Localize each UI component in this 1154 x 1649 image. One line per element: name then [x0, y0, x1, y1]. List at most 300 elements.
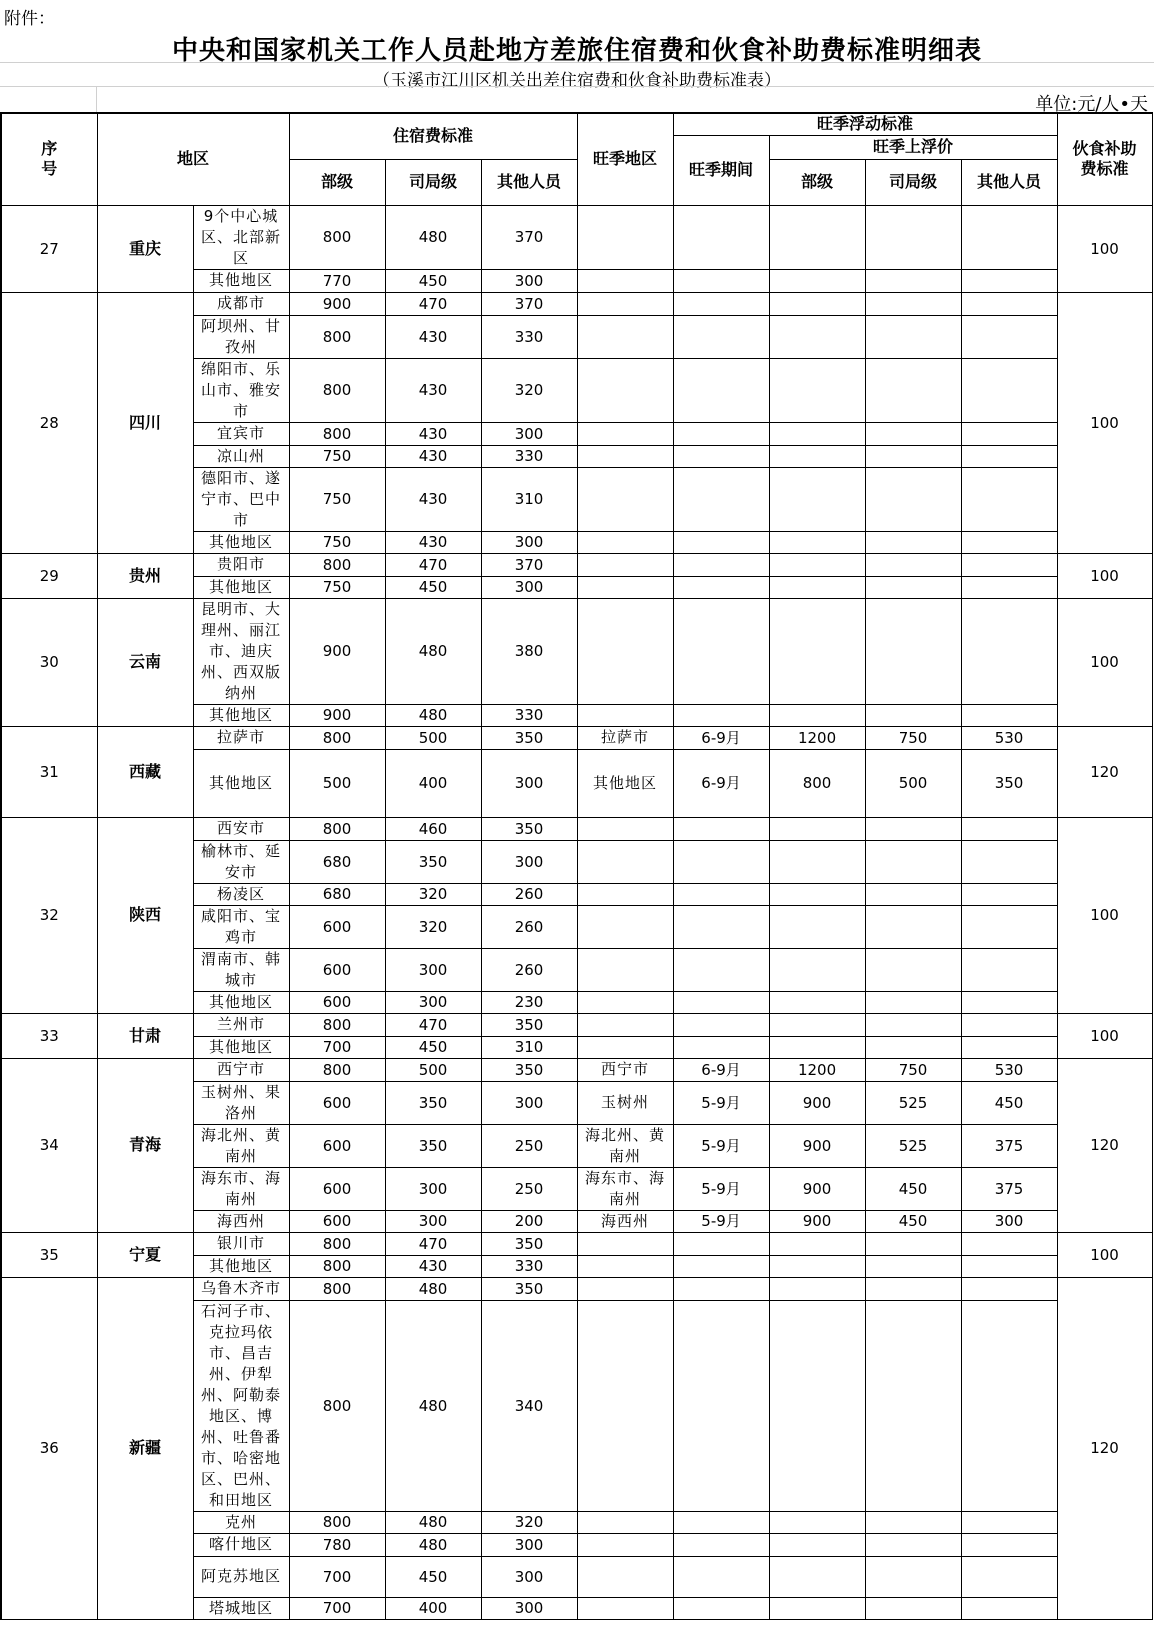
header-bureau: 司局级 — [385, 159, 481, 205]
peak-others-cell — [961, 205, 1057, 269]
peak-others-cell — [961, 1013, 1057, 1036]
peak-bureau-cell — [865, 905, 961, 948]
peak-minister-cell — [769, 358, 865, 422]
minister-rate-cell: 600 — [289, 1081, 385, 1124]
meal-cell: 100 — [1057, 553, 1152, 598]
area-cell: 银川市 — [193, 1232, 289, 1255]
peak-period-cell — [673, 1255, 769, 1277]
bureau-rate-cell: 480 — [385, 1277, 481, 1300]
bureau-rate-cell: 430 — [385, 1255, 481, 1277]
minister-rate-cell: 800 — [289, 1511, 385, 1533]
peak-minister-cell — [769, 315, 865, 358]
peak-region-cell — [577, 292, 673, 315]
peak-others-cell: 530 — [961, 726, 1057, 749]
peak-minister-cell — [769, 1013, 865, 1036]
area-cell: 昆明市、大理州、丽江市、迪庆州、西双版纳州 — [193, 598, 289, 704]
unit-label: 单位:元/人•天 — [1035, 94, 1148, 115]
sheet-gridline — [0, 62, 1154, 63]
meal-cell: 100 — [1057, 205, 1152, 292]
peak-minister-cell: 1200 — [769, 1058, 865, 1081]
peak-period-cell — [673, 1232, 769, 1255]
area-cell: 海北州、黄南州 — [193, 1124, 289, 1167]
peak-minister-cell — [769, 467, 865, 531]
others-rate-cell: 330 — [481, 1255, 577, 1277]
others-rate-cell: 300 — [481, 749, 577, 817]
peak-minister-cell: 900 — [769, 1081, 865, 1124]
peak-minister-cell — [769, 1232, 865, 1255]
area-cell: 其他地区 — [193, 991, 289, 1013]
peak-period-cell — [673, 358, 769, 422]
peak-minister-cell — [769, 704, 865, 726]
table-body — [1, 205, 1152, 1619]
others-rate-cell: 380 — [481, 598, 577, 704]
peak-bureau-cell: 525 — [865, 1124, 961, 1167]
others-rate-cell: 300 — [481, 1081, 577, 1124]
area-cell: 玉树州、果洛州 — [193, 1081, 289, 1124]
area-cell: 喀什地区 — [193, 1533, 289, 1556]
peak-region-cell — [577, 445, 673, 467]
seq-cell: 27 — [1, 205, 97, 292]
peak-bureau-cell — [865, 205, 961, 269]
peak-others-cell — [961, 422, 1057, 445]
peak-bureau-cell — [865, 553, 961, 576]
peak-bureau-cell — [865, 467, 961, 531]
minister-rate-cell: 750 — [289, 445, 385, 467]
others-rate-cell: 310 — [481, 1036, 577, 1058]
meal-cell: 120 — [1057, 1058, 1152, 1232]
bureau-rate-cell: 430 — [385, 531, 481, 553]
peak-minister-cell — [769, 948, 865, 991]
peak-bureau-cell — [865, 315, 961, 358]
area-cell: 石河子市、克拉玛依市、昌吉州、伊犁州、阿勒泰地区、博州、吐鲁番市、哈密地区、巴州、和田地区 — [193, 1300, 289, 1511]
minister-rate-cell: 800 — [289, 205, 385, 269]
area-cell: 成都市 — [193, 292, 289, 315]
peak-bureau-cell — [865, 576, 961, 598]
others-rate-cell: 300 — [481, 576, 577, 598]
area-cell: 其他地区 — [193, 1036, 289, 1058]
peak-others-cell — [961, 292, 1057, 315]
peak-others-cell — [961, 598, 1057, 704]
peak-bureau-cell — [865, 840, 961, 883]
header-others: 其他人员 — [481, 159, 577, 205]
peak-region-cell — [577, 817, 673, 840]
bureau-rate-cell: 480 — [385, 598, 481, 704]
others-rate-cell: 350 — [481, 1058, 577, 1081]
peak-minister-cell — [769, 531, 865, 553]
peak-region-cell — [577, 1255, 673, 1277]
peak-bureau-cell — [865, 991, 961, 1013]
others-rate-cell: 310 — [481, 467, 577, 531]
bureau-rate-cell: 350 — [385, 1081, 481, 1124]
peak-others-cell — [961, 358, 1057, 422]
peak-minister-cell: 1200 — [769, 726, 865, 749]
peak-region-cell — [577, 1277, 673, 1300]
minister-rate-cell: 750 — [289, 531, 385, 553]
peak-region-cell — [577, 315, 673, 358]
bureau-rate-cell: 470 — [385, 1013, 481, 1036]
province-cell: 青海 — [97, 1058, 193, 1232]
peak-region-cell — [577, 1036, 673, 1058]
peak-bureau-cell — [865, 1597, 961, 1619]
sheet-gridline — [0, 86, 1154, 87]
peak-minister-cell — [769, 840, 865, 883]
table-row — [1, 817, 1152, 840]
meal-cell: 100 — [1057, 598, 1152, 726]
peak-others-cell — [961, 531, 1057, 553]
others-rate-cell: 300 — [481, 422, 577, 445]
peak-minister-cell — [769, 1511, 865, 1533]
peak-region-cell — [577, 1556, 673, 1597]
area-cell: 榆林市、延安市 — [193, 840, 289, 883]
bureau-rate-cell: 430 — [385, 467, 481, 531]
area-cell: 塔城地区 — [193, 1597, 289, 1619]
peak-others-cell — [961, 576, 1057, 598]
peak-bureau-cell — [865, 358, 961, 422]
bureau-rate-cell: 350 — [385, 1124, 481, 1167]
seq-cell: 32 — [1, 817, 97, 1013]
peak-bureau-cell — [865, 269, 961, 292]
minister-rate-cell: 700 — [289, 1036, 385, 1058]
peak-minister-cell — [769, 1597, 865, 1619]
peak-bureau-cell — [865, 445, 961, 467]
minister-rate-cell: 680 — [289, 840, 385, 883]
peak-minister-cell — [769, 445, 865, 467]
others-rate-cell: 300 — [481, 840, 577, 883]
peak-minister-cell — [769, 1533, 865, 1556]
peak-region-cell — [577, 553, 673, 576]
header-peak-raise: 旺季上浮价 — [769, 135, 1057, 159]
header-peak-region: 旺季地区 — [577, 113, 673, 205]
peak-others-cell — [961, 1277, 1057, 1300]
minister-rate-cell: 800 — [289, 726, 385, 749]
peak-region-cell: 西宁市 — [577, 1058, 673, 1081]
peak-period-cell — [673, 1597, 769, 1619]
others-rate-cell: 370 — [481, 205, 577, 269]
peak-others-cell — [961, 991, 1057, 1013]
others-rate-cell: 330 — [481, 445, 577, 467]
province-cell: 重庆 — [97, 205, 193, 292]
peak-minister-cell — [769, 1036, 865, 1058]
peak-others-cell — [961, 445, 1057, 467]
others-rate-cell: 260 — [481, 883, 577, 905]
peak-minister-cell: 800 — [769, 749, 865, 817]
peak-minister-cell — [769, 292, 865, 315]
header-lodging: 住宿费标准 — [289, 113, 577, 159]
header-seq: 序 号 — [1, 113, 97, 205]
header-region: 地区 — [97, 113, 289, 205]
peak-others-cell — [961, 948, 1057, 991]
area-cell: 海西州 — [193, 1210, 289, 1232]
area-cell: 阿克苏地区 — [193, 1556, 289, 1597]
peak-bureau-cell — [865, 1013, 961, 1036]
peak-period-cell — [673, 905, 769, 948]
peak-period-cell — [673, 1277, 769, 1300]
peak-bureau-cell: 450 — [865, 1210, 961, 1232]
minister-rate-cell: 900 — [289, 704, 385, 726]
area-cell: 宜宾市 — [193, 422, 289, 445]
peak-bureau-cell — [865, 531, 961, 553]
bureau-rate-cell: 470 — [385, 1232, 481, 1255]
bureau-rate-cell: 430 — [385, 422, 481, 445]
minister-rate-cell: 800 — [289, 1255, 385, 1277]
province-cell: 云南 — [97, 598, 193, 726]
minister-rate-cell: 800 — [289, 358, 385, 422]
peak-period-cell — [673, 991, 769, 1013]
peak-minister-cell — [769, 1556, 865, 1597]
others-rate-cell: 250 — [481, 1124, 577, 1167]
peak-minister-cell — [769, 576, 865, 598]
peak-others-cell — [961, 883, 1057, 905]
peak-others-cell — [961, 467, 1057, 531]
peak-minister-cell — [769, 269, 865, 292]
bureau-rate-cell: 320 — [385, 883, 481, 905]
bureau-rate-cell: 480 — [385, 205, 481, 269]
peak-period-cell: 5-9月 — [673, 1167, 769, 1210]
bureau-rate-cell: 430 — [385, 315, 481, 358]
minister-rate-cell: 600 — [289, 1210, 385, 1232]
others-rate-cell: 260 — [481, 905, 577, 948]
bureau-rate-cell: 480 — [385, 704, 481, 726]
peak-bureau-cell — [865, 1232, 961, 1255]
seq-cell: 31 — [1, 726, 97, 817]
area-cell: 德阳市、遂宁市、巴中市 — [193, 467, 289, 531]
area-cell: 杨凌区 — [193, 883, 289, 905]
province-cell: 陕西 — [97, 817, 193, 1013]
bureau-rate-cell: 400 — [385, 1597, 481, 1619]
peak-period-cell — [673, 576, 769, 598]
peak-bureau-cell — [865, 1255, 961, 1277]
minister-rate-cell: 800 — [289, 315, 385, 358]
peak-period-cell: 6-9月 — [673, 1058, 769, 1081]
peak-bureau-cell — [865, 948, 961, 991]
area-cell: 9个中心城区、北部新区 — [193, 205, 289, 269]
peak-minister-cell — [769, 817, 865, 840]
bureau-rate-cell: 480 — [385, 1511, 481, 1533]
table-row — [1, 1277, 1152, 1300]
peak-region-cell — [577, 205, 673, 269]
peak-others-cell — [961, 1300, 1057, 1511]
peak-region-cell — [577, 269, 673, 292]
peak-period-cell — [673, 1556, 769, 1597]
others-rate-cell: 330 — [481, 315, 577, 358]
peak-region-cell — [577, 991, 673, 1013]
meal-cell: 120 — [1057, 726, 1152, 817]
bureau-rate-cell: 400 — [385, 749, 481, 817]
area-cell: 兰州市 — [193, 1013, 289, 1036]
others-rate-cell: 300 — [481, 531, 577, 553]
peak-bureau-cell — [865, 1556, 961, 1597]
peak-region-cell — [577, 1597, 673, 1619]
bureau-rate-cell: 460 — [385, 817, 481, 840]
others-rate-cell: 300 — [481, 1556, 577, 1597]
seq-cell: 29 — [1, 553, 97, 598]
attachment-label: 附件： — [4, 9, 55, 29]
meal-cell: 120 — [1057, 1277, 1152, 1619]
peak-region-cell — [577, 358, 673, 422]
province-cell: 新疆 — [97, 1277, 193, 1619]
peak-period-cell — [673, 948, 769, 991]
peak-minister-cell — [769, 205, 865, 269]
peak-others-cell — [961, 905, 1057, 948]
peak-region-cell — [577, 883, 673, 905]
minister-rate-cell: 680 — [289, 883, 385, 905]
peak-period-cell — [673, 553, 769, 576]
peak-region-cell — [577, 1300, 673, 1511]
meal-cell: 100 — [1057, 292, 1152, 553]
table-row — [1, 553, 1152, 576]
peak-others-cell: 350 — [961, 749, 1057, 817]
seq-cell: 34 — [1, 1058, 97, 1232]
peak-period-cell — [673, 840, 769, 883]
peak-minister-cell: 900 — [769, 1124, 865, 1167]
peak-minister-cell — [769, 1300, 865, 1511]
province-cell: 贵州 — [97, 553, 193, 598]
peak-others-cell: 300 — [961, 1210, 1057, 1232]
province-cell: 宁夏 — [97, 1232, 193, 1277]
bureau-rate-cell: 500 — [385, 1058, 481, 1081]
peak-period-cell: 6-9月 — [673, 749, 769, 817]
others-rate-cell: 230 — [481, 991, 577, 1013]
peak-others-cell — [961, 840, 1057, 883]
area-cell: 其他地区 — [193, 704, 289, 726]
seq-cell: 33 — [1, 1013, 97, 1058]
peak-region-cell: 玉树州 — [577, 1081, 673, 1124]
minister-rate-cell: 800 — [289, 553, 385, 576]
minister-rate-cell: 750 — [289, 576, 385, 598]
peak-period-cell — [673, 1013, 769, 1036]
peak-region-cell: 其他地区 — [577, 749, 673, 817]
peak-bureau-cell — [865, 883, 961, 905]
seq-cell: 36 — [1, 1277, 97, 1619]
minister-rate-cell: 700 — [289, 1597, 385, 1619]
area-cell: 咸阳市、宝鸡市 — [193, 905, 289, 948]
minister-rate-cell: 800 — [289, 1277, 385, 1300]
peak-bureau-cell — [865, 598, 961, 704]
peak-region-cell — [577, 905, 673, 948]
others-rate-cell: 300 — [481, 1533, 577, 1556]
peak-others-cell — [961, 1255, 1057, 1277]
minister-rate-cell: 800 — [289, 1232, 385, 1255]
area-cell: 西宁市 — [193, 1058, 289, 1081]
header-minister: 部级 — [289, 159, 385, 205]
peak-period-cell: 5-9月 — [673, 1081, 769, 1124]
peak-bureau-cell — [865, 1277, 961, 1300]
area-cell: 其他地区 — [193, 269, 289, 292]
peak-region-cell — [577, 422, 673, 445]
meal-cell: 100 — [1057, 817, 1152, 1013]
others-rate-cell: 200 — [481, 1210, 577, 1232]
others-rate-cell: 350 — [481, 726, 577, 749]
peak-region-cell — [577, 1013, 673, 1036]
bureau-rate-cell: 480 — [385, 1300, 481, 1511]
peak-region-cell — [577, 704, 673, 726]
peak-period-cell: 5-9月 — [673, 1210, 769, 1232]
page-subtitle: （玉溪市江川区机关出差住宿费和伙食补助费标准表） — [373, 71, 781, 91]
others-rate-cell: 350 — [481, 817, 577, 840]
table-row — [1, 1058, 1152, 1081]
header-peak-minister: 部级 — [769, 159, 865, 205]
area-cell: 阿坝州、甘孜州 — [193, 315, 289, 358]
peak-period-cell — [673, 445, 769, 467]
others-rate-cell: 370 — [481, 553, 577, 576]
peak-period-cell — [673, 531, 769, 553]
peak-region-cell: 海西州 — [577, 1210, 673, 1232]
table-row — [1, 292, 1152, 315]
bureau-rate-cell: 300 — [385, 1167, 481, 1210]
bureau-rate-cell: 430 — [385, 358, 481, 422]
peak-period-cell — [673, 817, 769, 840]
province-cell: 西藏 — [97, 726, 193, 817]
peak-others-cell: 450 — [961, 1081, 1057, 1124]
peak-others-cell — [961, 1036, 1057, 1058]
header-peak-bureau: 司局级 — [865, 159, 961, 205]
peak-period-cell — [673, 1511, 769, 1533]
bureau-rate-cell: 300 — [385, 948, 481, 991]
bureau-rate-cell: 470 — [385, 553, 481, 576]
peak-period-cell — [673, 883, 769, 905]
minister-rate-cell: 800 — [289, 1300, 385, 1511]
peak-period-cell — [673, 292, 769, 315]
peak-period-cell — [673, 1036, 769, 1058]
peak-region-cell — [577, 948, 673, 991]
peak-minister-cell — [769, 553, 865, 576]
peak-bureau-cell — [865, 1511, 961, 1533]
peak-period-cell — [673, 598, 769, 704]
area-cell: 凉山州 — [193, 445, 289, 467]
minister-rate-cell: 800 — [289, 422, 385, 445]
area-cell: 其他地区 — [193, 1255, 289, 1277]
minister-rate-cell: 900 — [289, 292, 385, 315]
peak-minister-cell — [769, 991, 865, 1013]
peak-region-cell: 海东市、海南州 — [577, 1167, 673, 1210]
peak-bureau-cell — [865, 1300, 961, 1511]
meal-cell: 100 — [1057, 1013, 1152, 1058]
others-rate-cell: 320 — [481, 358, 577, 422]
peak-minister-cell — [769, 905, 865, 948]
others-rate-cell: 250 — [481, 1167, 577, 1210]
seq-cell: 30 — [1, 598, 97, 726]
minister-rate-cell: 800 — [289, 817, 385, 840]
minister-rate-cell: 600 — [289, 1124, 385, 1167]
minister-rate-cell: 600 — [289, 948, 385, 991]
peak-others-cell — [961, 1511, 1057, 1533]
bureau-rate-cell: 320 — [385, 905, 481, 948]
peak-minister-cell — [769, 1277, 865, 1300]
header-peak-others: 其他人员 — [961, 159, 1057, 205]
peak-period-cell — [673, 1533, 769, 1556]
area-cell: 乌鲁木齐市 — [193, 1277, 289, 1300]
others-rate-cell: 260 — [481, 948, 577, 991]
peak-others-cell: 375 — [961, 1124, 1057, 1167]
peak-minister-cell — [769, 883, 865, 905]
peak-bureau-cell — [865, 292, 961, 315]
table-row — [1, 205, 1152, 269]
sheet-gridline — [96, 86, 97, 112]
area-cell: 拉萨市 — [193, 726, 289, 749]
peak-period-cell — [673, 315, 769, 358]
peak-others-cell — [961, 269, 1057, 292]
others-rate-cell: 350 — [481, 1277, 577, 1300]
table-row — [1, 1232, 1152, 1255]
province-cell: 甘肃 — [97, 1013, 193, 1058]
peak-minister-cell — [769, 422, 865, 445]
peak-others-cell — [961, 704, 1057, 726]
peak-others-cell — [961, 1556, 1057, 1597]
peak-period-cell: 6-9月 — [673, 726, 769, 749]
others-rate-cell: 340 — [481, 1300, 577, 1511]
peak-region-cell: 海北州、黄南州 — [577, 1124, 673, 1167]
peak-bureau-cell — [865, 1036, 961, 1058]
